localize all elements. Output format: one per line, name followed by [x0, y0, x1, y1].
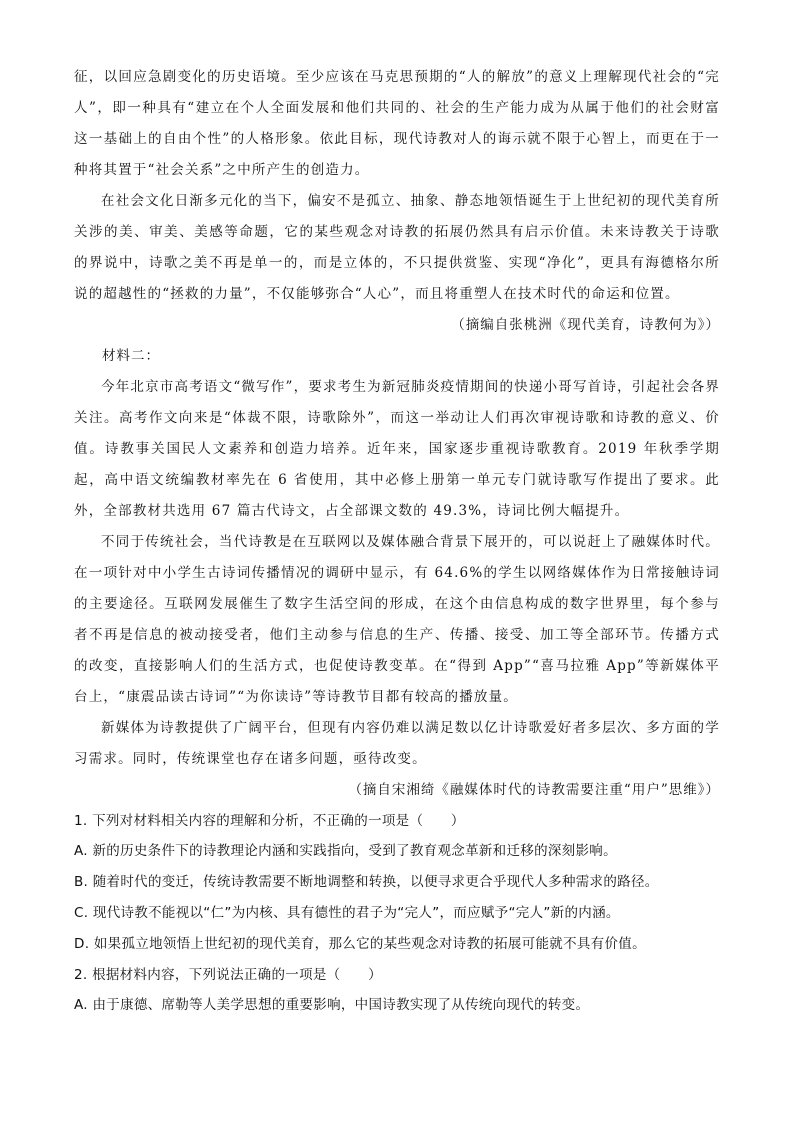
material-2-paragraph-3: 新媒体为诗教提供了广阔平台，但现有内容仍难以满足数以亿计诗歌爱好者多层次、多方面的学习需求。同时，传统课堂也存在诸多问题，亟待改变。 — [74, 720, 720, 767]
question-2-stem: 2. 根据材料内容，下列说法正确的一项是（ ） — [74, 967, 382, 983]
source-citation-2: （摘自宋湘绮《融媒体时代的诗教需要注重“用户”思维》） — [348, 782, 720, 798]
question-2 — [74, 960, 720, 1021]
question-1 — [74, 806, 720, 960]
question-1-option-b: B. 随着时代的变迁，传统诗教需要不断地调整和转换，以便寻求更合乎现代人多种需求的路径。 — [74, 874, 659, 890]
material-2-label: 材料二： — [102, 348, 160, 364]
question-1-stem: 1. 下列对材料相关内容的理解和分析，不正确的一项是（ ） — [74, 813, 465, 829]
question-1-option-d: D. 如果孤立地领悟上世纪初的现代美育，那么它的某些观念对诗教的拓展可能就不具有价值。 — [74, 936, 646, 952]
question-2-option-a: A. 由于康德、席勒等人美学思想的重要影响，中国诗教实现了从传统向现代的转变。 — [74, 997, 590, 1013]
paragraph-modern-aesthetics: 在社会文化日渐多元化的当下，偏安不是孤立、抽象、静态地领悟诞生于上世纪初的现代美育所关涉的美、审美、美感等命题，它的某些观念对诗教的拓展仍然具有启示价值。未来诗教关于诗歌的界说中，诗歌之美不再是单一的，而是立体的，不只提供赏鉴、实现“净化”，更具有海德格尔所说的超越性的“拯救的力量”，不仅能够弥合“人心”，而且将重塑人在技术时代的命运和位置。 — [74, 193, 720, 302]
question-1-option-c: C. 现代诗教不能视以“仁”为内核、具有德性的君子为“完人”，而应赋予“完人”新的内涵。 — [74, 905, 620, 921]
paragraph-continuation: 征，以回应急剧变化的历史语境。至少应该在马克思预期的“人的解放”的意义上理解现代社会的“完人”，即一种具有“建立在个人全面发展和他们共同的、社会的生产能力成为从属于他们的社会财富这一基础上的自由个性”的人格形象。依此目标，现代诗教对人的诲示就不限于心智上，而更在于一种将其置于“社会关系”之中所产生的创造力。 — [74, 69, 720, 178]
material-2-paragraph-1: 今年北京市高考语文“微写作”，要求考生为新冠肺炎疫情期间的快递小哥写首诗，引起社会各界关注。高考作文向来是“体裁不限，诗歌除外”，而这一举动让人们再次审视诗歌和诗教的意义、价值。诗教事关国民人文素养和创造力培养。近年来，国家逐步重视诗歌教育。2019 年秋季学期起，高中语文统编教材率先在 6 省使用，其中必修上册第一单元专门就诗歌写作提出了要求。此外，全部教材共选用 67 篇古代诗文，占全部课文数的 49.3%，诗词比例大幅提升。 — [74, 379, 720, 519]
source-citation-1: （摘编自张桃洲《现代美育，诗教何为》） — [451, 317, 720, 333]
material-2-paragraph-2: 不同于传统社会，当代诗教是在互联网以及媒体融合背景下展开的，可以说赶上了融媒体时代。在一项针对中小学生古诗词传播情况的调研中显示，有 64.6%的学生以网络媒体作为日常接触诗词的主要途径。互联网发展催生了数字生活空间的形成，在这个由信息构成的数字世界里，每个参与者不再是信息的被动接受者，他们主动参与信息的生产、传播、接受、加工等全部环节。传播方式的改变，直接影响人们的生活方式，也促使诗教变革。在“得到 App”“喜马拉雅 App”等新媒体平台上，“康震品读古诗词”“为你读诗”等诗教节目都有较高的播放量。 — [74, 534, 720, 705]
question-1-option-a: A. 新的历史条件下的诗教理论内涵和实践指向，受到了教育观念革新和迁移的深刻影响。 — [74, 843, 617, 859]
